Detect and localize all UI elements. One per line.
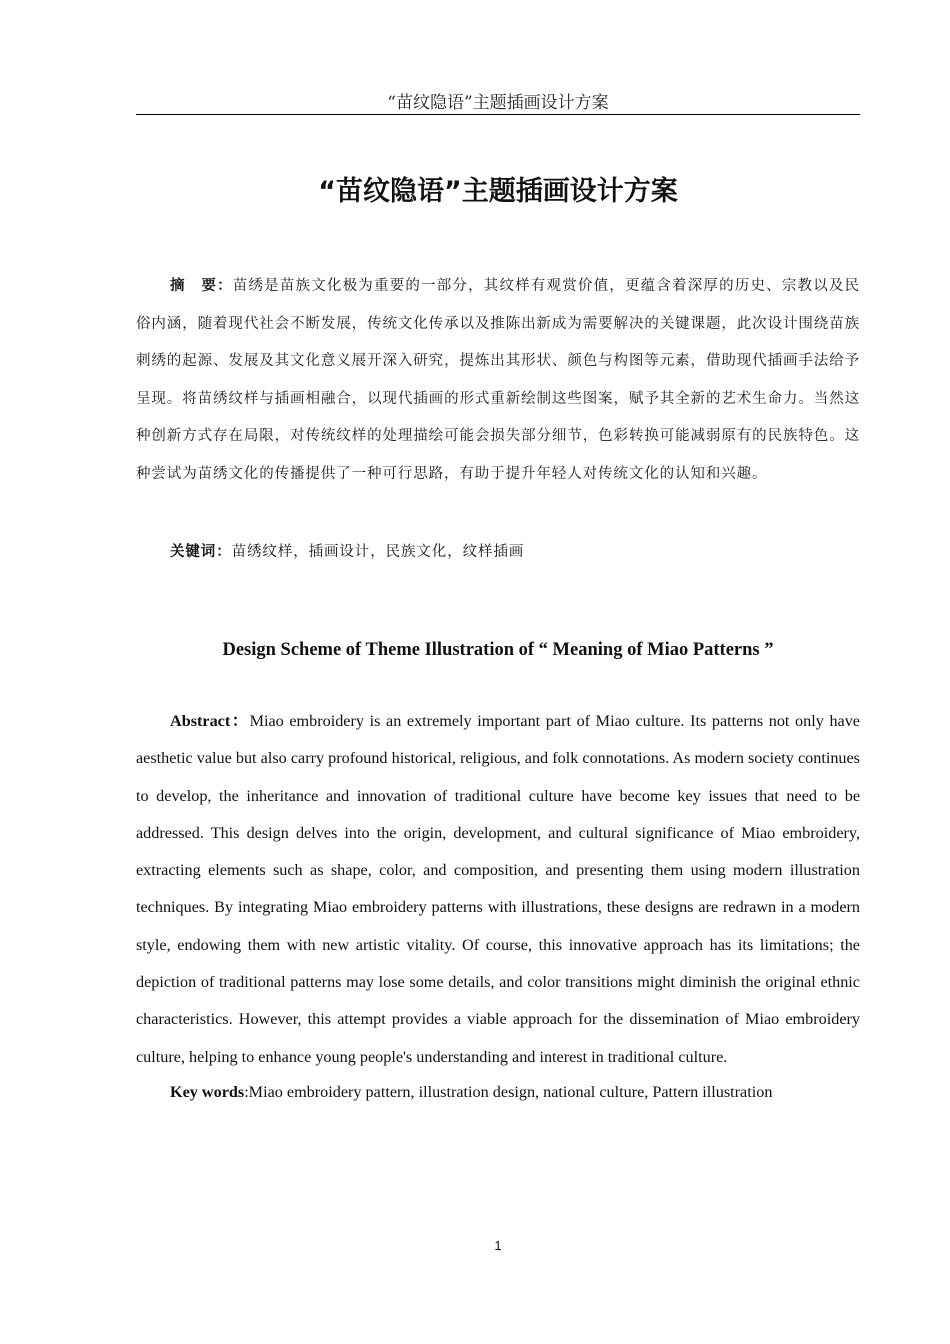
running-header: “苗纹隐语”主题插画设计方案	[387, 93, 609, 113]
english-keywords-text: :Miao embroidery pattern, illustration design, national culture, Pattern illustration	[244, 1083, 773, 1101]
chinese-abstract-text: 苗绣是苗族文化极为重要的一部分，其纹样有观赏价值，更蕴含着深厚的历史、宗教以及民俗内涵，随着现代社会不断发展，传统文化传承以及推陈出新成为需要解决的关键课题，此次设计围绕苗族刺绣的起源、发展及其文化意义展开深入研究，提炼出其形状、颜色与构图等元素，借助现代插画手法给予呈现。将苗绣纹样与插画相融合，以现代插画的形式重新绘制这些图案，赋予其全新的艺术生命力。当然这种创新方式存在局限，对传统纹样的处理描绘可能会损失部分细节，色彩转换可能减弱原有的民族特色。这种尝试为苗绣文化的传播提供了一种可行思路，有助于提升年轻人对传统文化的认知和兴趣。	[136, 278, 860, 482]
chinese-abstract-label: 摘 要：	[170, 278, 233, 294]
english-abstract-text: Miao embroidery is an extremely important part of Miao culture. Its patterns not only have aesthetic value but also carry profound historical, religious, and folk connotations. As modern society continues to develop, the inheritance and innovation of traditional culture have become key issues that need to be addressed. This design delves into the origin, development, and cultural significance of Miao embroidery, extracting elements such as shape, color, and composition, and presenting them using modern illustration techniques. By integrating Miao embroidery patterns with illustrations, these designs are redrawn in a modern style, endowing them with new artistic vitality. Of course, this innovative approach has its limitations; the depiction of traditional patterns may lose some details, and color transitions might diminish the original ethnic characteristics. However, this attempt provides a viable approach for the dissemination of Miao embroidery culture, helping to enhance young people's understanding and interest in traditional culture.	[136, 712, 860, 1066]
chinese-keywords-text: 苗绣纹样，插画设计，民族文化，纹样插画	[231, 544, 525, 560]
chinese-title: “苗纹隐语”主题插画设计方案	[318, 176, 678, 207]
english-keywords	[136, 1076, 860, 1108]
header-rule	[136, 114, 860, 115]
english-abstract-label: Abstract：	[170, 712, 250, 730]
chinese-keywords	[136, 536, 860, 568]
chinese-abstract	[136, 268, 860, 493]
english-keywords-label: Key words	[170, 1083, 245, 1101]
page-number: 1	[494, 1238, 502, 1253]
english-title: Design Scheme of Theme Illustration of “ Meaning of Miao Patterns ”	[222, 640, 774, 660]
chinese-keywords-label: 关键词：	[170, 544, 232, 560]
english-abstract	[136, 703, 860, 1076]
